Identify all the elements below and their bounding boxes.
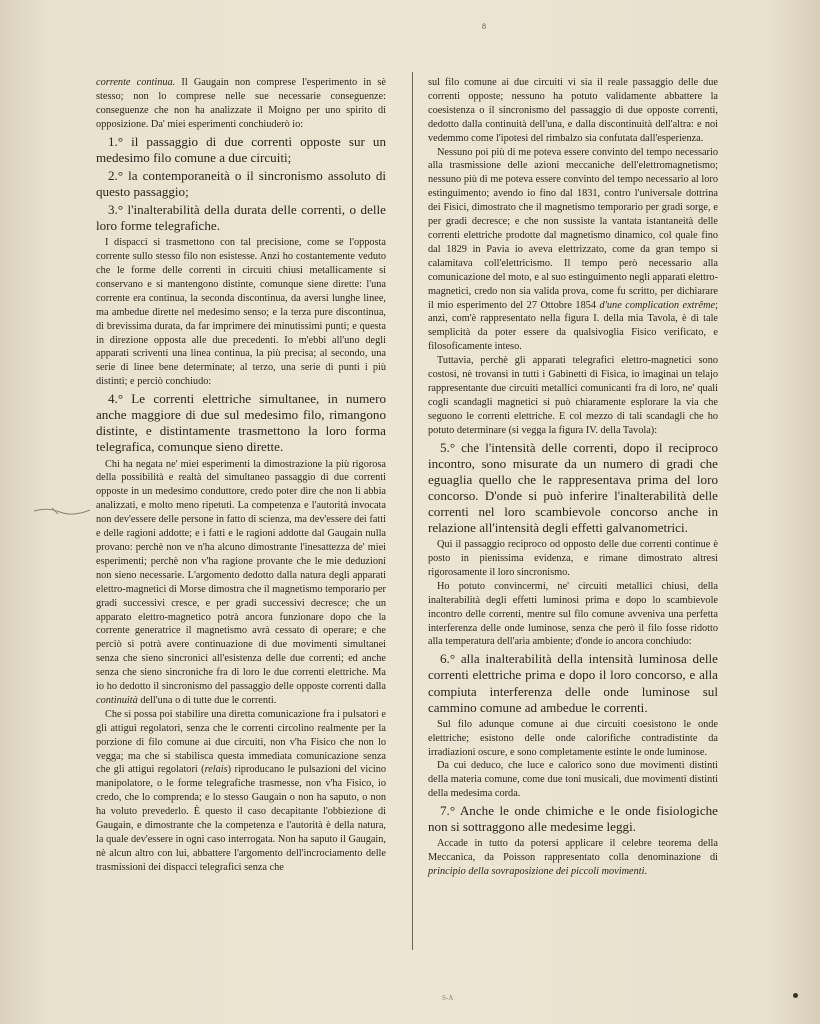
text-run: Accade in tutto da potersi applicare il celebre teorema della Meccanica, da Poisson rappresentato colla denominazione di: [428, 838, 718, 864]
text-run: 7.° Anche le onde chimiche e le onde fisiologiche non si sottraggono alle medesime leggi.: [428, 803, 718, 835]
paragraph: [428, 837, 718, 879]
text-run: Che si possa poi stabilire una diretta comunicazione fra i pulsatori e gli attigui regolatori, senza che le correnti circolino realmente per la porzione di filo comune ai due circuiti, non v'ha Fisico che non lo vegga; ma che si stabilisca questa immediata comunicazione senza che gli attigui regolatori (: [96, 708, 386, 776]
right-column: [428, 76, 718, 879]
margin-pencil-mark: [32, 504, 92, 516]
text-run: Nessuno poi più di me poteva essere convinto del tempo necessario alla trasmissione delle azioni meccaniche dell'elettromagnetismo; nessuno più di me poteva essere convinto del tempo necessario al loro estinguimento; avendo io fino dal 1831, contro l'universale dottrina dei Fisici, dimostrato che il magnetismo temporario per gradi sorge, e per gradi decresce; e che non sussiste la vantata istantaneità delle correnti elettriche prodotte dal magnetismo dinamico, col quale fino dal 1829 in Pavia io aveva elettrizzato, come da gran tempo si calamitava coll'elettricismo. Il tempo però necessario alla comunicazione del moto, e al suo estinguimento negli apparati elettro-magnetici, credo non sia valida prova, come fu scritto, per dichiarare il mio esperimento del 27 Ottobre 1854: [428, 146, 718, 311]
text-run: Da cui deduco, che luce e calorico sono due movimenti distinti della materia comune, come due toni musicali, due movimenti distinti della medesima corda.: [428, 760, 718, 800]
paragraph: [428, 76, 718, 146]
paragraph: [96, 708, 386, 875]
text-run: 2.° la contemporaneità o il sincronismo assoluto di questo passaggio;: [96, 167, 386, 199]
italic-text: corrente continua.: [96, 77, 176, 88]
column-divider: [412, 72, 413, 950]
text-run: 1.° il passaggio di due correnti opposte sur un medesimo filo comune a due circuiti;: [96, 133, 386, 165]
paragraph: [428, 354, 718, 437]
text-run: Tuttavia, perchè gli apparati telegrafici elettro-magnetici sono costosi, nè trovansi in tutti i Gabinetti di Fisica, io imaginai un telajo rappresentante due circuiti metallici comunicanti fra di loro, ne' quali cogli scandagli magnetici si può chiaramente esplorare la via che seguono le correnti elettriche. E col mezzo di tali scandagli che ho potuto determinare (si vegga la figura IV. della Tavola):: [428, 355, 718, 436]
numbered-conclusion: [96, 134, 386, 166]
page-mark: 8: [482, 22, 486, 31]
text-run: ; anzi, com'è rappresentato nella figura I. della mia Tavola, è di tale semplicità da poter essere da qualsivoglia Fisico verificato, e filosoficamente inteso.: [428, 299, 718, 353]
text-run: dell'una o di tutte due le correnti.: [137, 694, 277, 706]
numbered-conclusion: [428, 440, 718, 537]
italic-text: continuità: [96, 694, 138, 706]
text-run: Qui il passaggio reciproco od opposto delle due correnti continue è posto in pienissima evidenza, e rimane dimostrato altresì rigorosamente il loro sincronismo.: [428, 539, 718, 578]
paragraph: [428, 759, 718, 801]
paragraph: [96, 236, 386, 389]
paragraph: [96, 458, 386, 708]
text-run: sul filo comune ai due circuiti vi sia il reale passaggio delle due correnti opposte; nessuno ha potuto validamente abbattere la coesistenza o il sincronismo del passaggio di due opposte correnti, dedotto dalla continuità dell'una, e dalla discontinuità dell'altra: e noi vedemmo come l'ipotesi del rimbalzo sia confutata dall'esperienza.: [428, 77, 718, 144]
numbered-conclusion: [96, 202, 386, 234]
text-run: Il Gaugain non comprese l'esperimento in sè stesso; non lo comprese nelle sue necessarie conseguenze: conseguenze che non ha analizzate il Moigno per uno spirito di opposizione. Da' miei esperimenti conchiuderò io:: [96, 77, 387, 130]
paragraph: [428, 580, 718, 650]
text-run: 6.° alla inalterabilità della intensità luminosa delle correnti elettriche prima e dopo il loro concorso, e alla compiuta interferenza delle onde luminose sul cammino comune ad ambedue le correnti.: [428, 651, 718, 715]
text-run: ) riproducano le pulsazioni del vicino manipolatore, o le forme telegrafiche trasmesse, non v'ha Fisico, io credo, che lo comprenda; e lo stesso Gaugain o non ha saputo, o non ha voluto prevederlo. È questo il caso decapitante l'obbiezione di Gaugain, e dimostrante che la competenza e l'autorità è della natura, la quale dev'essere in ogni caso interrogata. Non ha saputo il Gaugain, nè alcun altro con lui, abbattere l'argomento dell'incrociamento delle trasmissioni dei dispacci telegrafici senza che: [96, 764, 386, 873]
paragraph: [428, 146, 718, 355]
italic-text: principio della sovraposizione dei piccoli movimenti: [428, 866, 645, 878]
ink-dot: [793, 993, 798, 998]
text-run: Chi ha negata ne' miei esperimenti la dimostrazione la più rigorosa della possibilità e realtà del simultaneo passaggio di due correnti opposte in un medesimo conduttore, credo poter dire che non li abbia analizzati, e molto meno ripetuti. La competenza e l'autorità invocata non dev'essere delle persone in fatto di scienza, ma dev'essere dei fatti e delle ragioni addotte; e i fatti e le ragioni addotte dal Gaugain nulla provano: perchè non ve n'ha alcuno dimostrante l'inesattezza de' miei esperimenti; perchè non v'ha ragione provante che le mie deduzioni non sieno necessarie. L'argomento dedotto dalla natura degli apparati elettro-magnetici di Morse dimostra che il magnetismo temporario per gradi successivi cresce, e per gradi successivi decresce; che un apparato elettro-magnetico potrà ancora funzionare dopo che la corrente generatrice il magnetismo avrà cessato di operare; e che perciò si potrà avere continuazione di due movimenti simultanei senza che sieno sincronici all'esistenza delle due correnti; ed anche senza che sieno sincroniche fra di loro le due correnti elettriche. Ma io ho dedotto il sincronismo del passaggio delle opposte correnti dalla: [96, 458, 386, 693]
left-column: [96, 76, 386, 875]
italic-text: d'une complication extrême: [599, 299, 716, 311]
signature-mark: S-A: [442, 994, 454, 1002]
paragraph: [428, 538, 718, 580]
paragraph: [96, 76, 386, 132]
text-run: 5.° che l'intensità delle correnti, dopo il reciproco incontro, sono misurate da un numero di gradi che eguaglia quello che le rappresentava prima del loro concorso. D'onde si può inferire l'inalterabilità delle correnti nel loro scambievole concorso anche in relazione all'intensità degli effetti galvanometrici.: [428, 439, 718, 536]
text-run: 3.° l'inalterabilità della durata delle correnti, o delle loro forme telegrafiche.: [96, 202, 386, 234]
text-run: I dispacci si trasmettono con tal precisione, come se l'opposta corrente sullo stesso filo non esistesse. Anzi ho costantemente veduto che le forme delle correnti in circuiti chiusi metallicamente si conservano e si mantengono distinte, comunque siene dirette: l'una corrente era continua, la seconda discontinua, da aversi lunghe linee, ma ambedue dirette nel medesimo senso; e la terza pure discontinua, di brevissima durata, da far imprimere dei minutissimi punti; e questa in direzione opposta alle due precedenti. Io m'ebbi all'uno degli apparati scriventi una linea continua, la più precisa; al secondo, una serie di linee bene determinate; al terzo, una serie di punti i più distinti; e perciò conchiudo:: [96, 237, 386, 388]
numbered-conclusion: [428, 803, 718, 835]
text-run: 4.° Le correnti elettriche simultanee, in numero anche maggiore di due sul medesimo filo, rimangono distinte, e distintamente trasmettono la loro forma telegrafica, comunque sieno dirette.: [96, 391, 386, 455]
italic-text: relais: [204, 764, 228, 776]
text-run: .: [644, 866, 648, 878]
numbered-conclusion: [96, 168, 386, 200]
text-run: Sul filo adunque comune ai due circuiti coesistono le onde elettriche; esistono delle onde calorifiche contradistinte da irradiazioni oscure, e sono completamente estinte le onde luminose.: [428, 718, 718, 758]
numbered-conclusion: [428, 651, 718, 715]
text-run: Ho potuto convincermi, ne' circuiti metallici chiusi, della inalterabilità degli effetti luminosi prima e dopo lo scambievole incontro delle correnti, mentre sul filo comune avveniva una perfetta interferenza delle onde luminose, senza che però il filo fosse ridotto alla temperatura dell'aria ambiente; d'onde io ancora conchiudo:: [428, 580, 718, 648]
numbered-conclusion: [96, 391, 386, 455]
paragraph: [428, 718, 718, 760]
